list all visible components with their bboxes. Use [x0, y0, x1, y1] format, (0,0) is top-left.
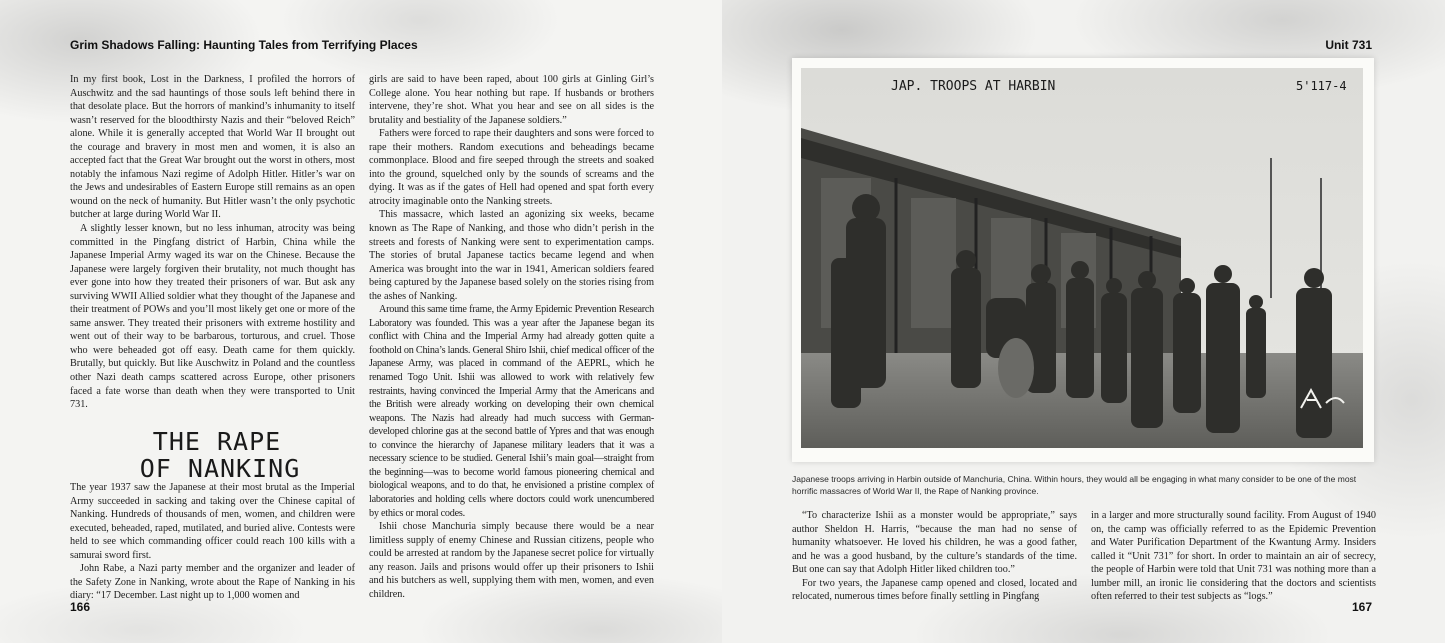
paragraph: Around this same time frame, the Army Epidemic Prevention Research Laboratory was founded. This was a year after the Japanese began its conflict with China and the Imperial Army had already gotten quite a foothold on China’s lands. General Shiro Ishii, chief medical officer of the Japanese Army, was placed in command of the AEPRL, which he renamed Togo Unit. Ishii was allowed to work with relatively few restraints, having convinced the Imperial Army that the Americans and the British were already working on developing their own chemical weapons. The Nazis had already had much success with German-developed chlorine gas at the second battle of Ypres and that was enough to convince the hierarchy of Japanese military leaders that it was a necessary science to be studied. General Ishii’s main goal—straight from the beginning—was to become world famous pioneering chemical and biological weapons, and to do that, he envisioned a pristine complex of laboratories and holding cells where doctors could work unencumbered by ethics or moral codes.	[369, 304, 654, 519]
paragraph: “To characterize Ishii as a monster would be appropriate,” says author Sheldon H. Harris, “because the man had no sense of humanity whatsoever. He loved his children, he was a good father, and he was a good husband, by the culture’s standards of the time. But one can say that Adolph Hitler liked children too.”	[792, 510, 1077, 576]
right-column-2	[1091, 509, 1376, 604]
photo-caption: Japanese troops arriving in Harbin outside of Manchuria, China. Within hours, they would all be engaging in what many consider to be one of the most horrific massacres of World War II, the Rape of Nanking province.	[792, 474, 1357, 496]
photo-scrawl-top: JAP. TROOPS AT HARBIN	[891, 79, 1056, 94]
left-column-1-top	[70, 73, 355, 412]
paragraph: John Rabe, a Nazi party member and the organizer and leader of the Safety Zone in Nanking, wrote about the Rape of Nanking in his diary: “17 December. Last night up to 1,000 women and	[70, 563, 355, 602]
page-number-right: 167	[1351, 600, 1372, 614]
running-head-right: Unit 731	[1325, 38, 1372, 52]
section-heading-line2: OF NANKING	[139, 454, 301, 483]
paragraph: The year 1937 saw the Japanese at their most brutal as the Imperial Army succeeded in sacking and taking over the Chinese capital of Nanking. Hundreds of thousands of men, women, and children were executed, beheaded, raped, mutilated, and buried alive. Contests were held to see which commanding officer could reach 100 kills with a samurai sword first.	[70, 482, 355, 561]
page-number-left: 166	[70, 600, 91, 614]
paragraph: This massacre, which lasted an agonizing six weeks, became known as The Rape of Nanking, and those who didn’t perish in the streets and forests of Nanking were sent to experimentation camps. The stories of brutal Japanese tactics became legend and when America was brought into the war in 1941, American soldiers feared being captured by the Japanese based solely on the stories rising from the ashes of Nanking.	[369, 209, 654, 302]
right-page	[722, 0, 1445, 643]
paragraph: A slightly lesser known, but no less inhuman, atrocity was being committed in the Pingfang district of Harbin, China while the Japanese Imperial Army waged its war on the Chinese. Because the Japanese were largely forgiven their brutality, not much thought has ever gone into how they treated their prisoners of war. But ask any surviving WWII Allied soldier what they thought of the Japanese and their treatment of POWs and you’ll most likely get one or more of the same answer. They treated their prisoners with extreme hostility and went out of their way to be barbarous, torturous, and cruel. Those who were beheaded got off easy. Death came for them quickly. Brutally, but quickly. But like Auschwitz in Poland and the countless other Nazi death camps scattered across Europe, other prisoners faced a fate worse than death when they were transported to Unit 731.	[70, 223, 355, 411]
left-column-1-bottom	[70, 481, 355, 603]
running-head-left: Grim Shadows Falling: Haunting Tales from Terrifying Places	[70, 38, 418, 52]
paragraph: girls are said to have been raped, about 100 girls at Ginling Girl’s College alone. You hear nothing but rape. If husbands or brothers intervene, they’re shot. What you hear and see on all sides is the brutality and bestiality of the Japanese soldiers.”	[369, 74, 654, 126]
right-column-1	[792, 509, 1077, 604]
photo-frame	[792, 58, 1374, 462]
paragraph: Ishii chose Manchuria simply because there would be a near limitless supply of enemy Chinese and Russian citizens, people who could be arrested at random by the Japanese secret police for virtually any reason. Jails and prisons would offer up their prisoners to Ishii and his butchers as well, supplying them with men, women, and even children.	[369, 521, 654, 600]
left-column-2	[369, 73, 654, 601]
troops-photo-illustration	[801, 68, 1363, 448]
left-page	[0, 0, 722, 643]
section-heading	[70, 428, 360, 484]
paragraph: in a larger and more structurally sound facility. From August of 1940 on, the camp was officially referred to as the Epidemic Prevention and Water Purification Department of the Kwantung Army. Insiders called it “Unit 731” for short. In order to maintain an air of secrecy, the people of Harbin were told that Unit 731 was nothing more than a lumber mill, an ironic lie considering that the doctors and scientists often referred to their test subjects as “logs.”	[1091, 510, 1376, 603]
paragraph: For two years, the Japanese camp opened and closed, located and relocated, numerous times before finally settling in Pingfang	[792, 577, 1077, 603]
paragraph: In my first book, Lost in the Darkness, I profiled the horrors of Auschwitz and the sad hauntings of those souls left behind there in that desolate place. But the horrors of mankind’s inhumanity to itself wasn’t reserved for the bloodthirsty Nazis and their “beloved Reich” alone. While it is generally accepted that World War II brought out the courage and bravery in most men and women, it is also an accepted fact that the Great War brought out the worst in others, most notably the infamous Nazi regime of Adolph Hitler. Hitler’s war on the Jews and undesirables of Eastern Europe still remains as an open wound on the neck of humanity. But Hitler wasn’t the only psychotic butcher at large during World War II.	[70, 74, 355, 221]
troops-photo	[801, 68, 1363, 448]
paragraph: Fathers were forced to rape their daughters and sons were forced to rape their mothers. Random executions and beheadings became commonplace. Blood and fire seeped through the streets and soaked into the ground, squelched only by the sounds of screams and the dying. It was as if the gates of Hell had opened and spat forth every atrocity imaginable onto the Nanking streets.	[369, 128, 654, 207]
section-heading-line1: THE RAPE	[152, 427, 282, 456]
photo-scrawl-corner: 5'117-4	[1296, 79, 1347, 93]
